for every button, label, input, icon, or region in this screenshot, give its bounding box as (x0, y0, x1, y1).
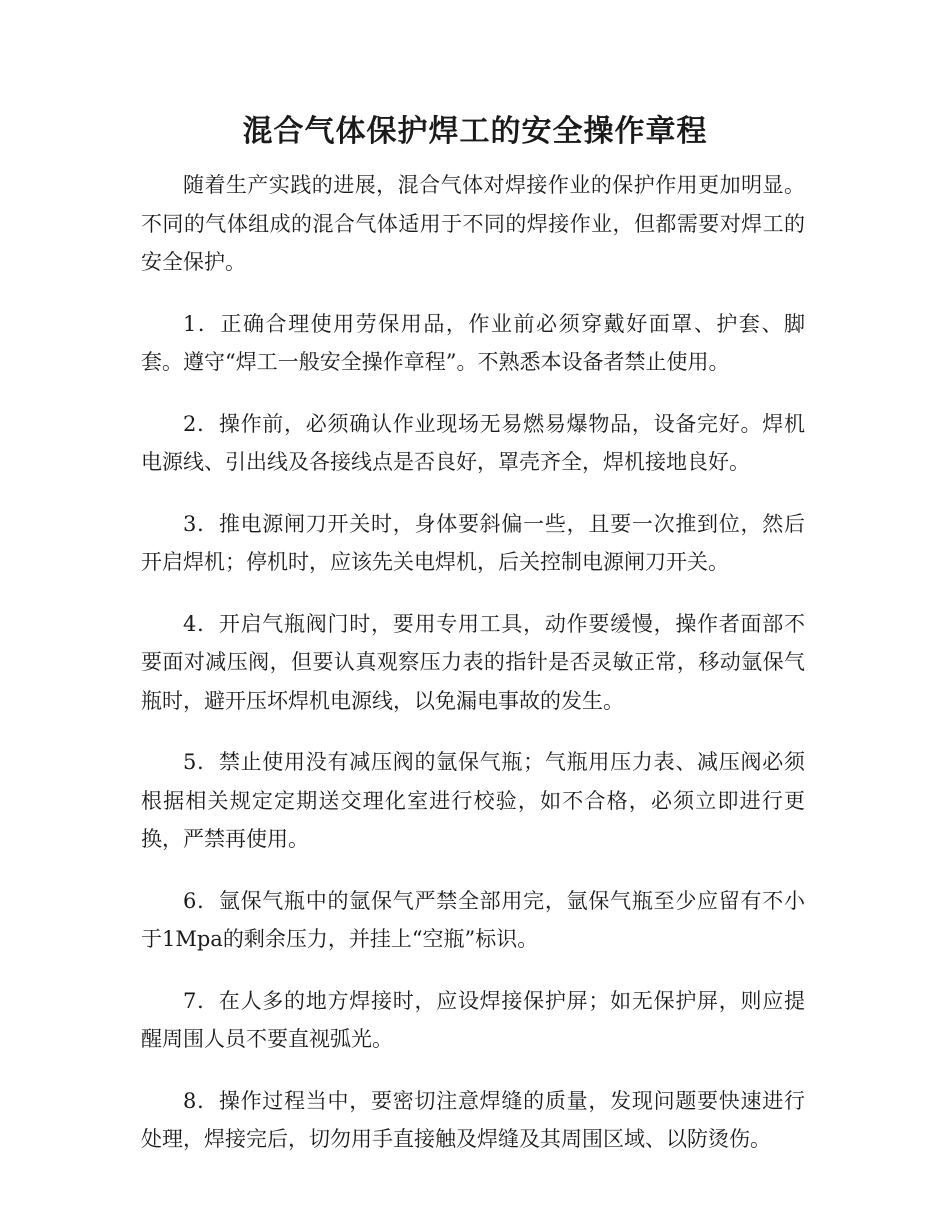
rule-item-2: 2．操作前，必须确认作业现场无易燃易爆物品，设备完好。焊机电源线、引出线及各接线点是否良好，罩壳齐全，焊机接地良好。 (141, 411, 805, 474)
rule-item-6: 6．氩保气瓶中的氩保气严禁全部用完，氩保气瓶至少应留有不小于1Mpa的剩余压力，并挂上“空瓶”标识。 (141, 888, 805, 951)
rule-item-1: 1．正确合理使用劳保用品，作业前必须穿戴好面罩、护套、脚套。遵守“焊工一般安全操作章程”。不熟悉本设备者禁止使用。 (141, 311, 805, 374)
rule-item-7: 7．在人多的地方焊接时，应设焊接保护屏；如无保护屏，则应提醒周围人员不要直视弧光。 (141, 988, 805, 1051)
rule-item-5: 5．禁止使用没有减压阀的氩保气瓶；气瓶用压力表、减压阀必须根据相关规定定期送交理化室进行校验，如不合格，必须立即进行更换，严禁再使用。 (141, 750, 805, 851)
rule-item-4: 4．开启气瓶阀门时，要用专用工具，动作要缓慢，操作者面部不要面对减压阀，但要认真观察压力表的指针是否灵敏正常，移动氩保气瓶时，避开压坏焊机电源线，以免漏电事故的发生。 (141, 611, 805, 713)
rule-item-3: 3．推电源闸刀开关时，身体要斜偏一些，且要一次推到位，然后开启焊机；停机时，应该先关电焊机，后关控制电源闸刀开关。 (141, 511, 805, 574)
document-title: 混合气体保护焊工的安全操作章程 (242, 114, 708, 149)
document-body (141, 166, 805, 1182)
rule-item-8: 8．操作过程当中，要密切注意焊缝的质量，发现问题要快速进行处理，焊接完后，切勿用手直接触及焊缝及其周围区域、以防烫伤。 (141, 1088, 805, 1151)
intro-paragraph: 随着生产实践的进展，混合气体对焊接作业的保护作用更加明显。不同的气体组成的混合气体适用于不同的焊接作业，但都需要对焊工的安全保护。 (141, 173, 805, 274)
